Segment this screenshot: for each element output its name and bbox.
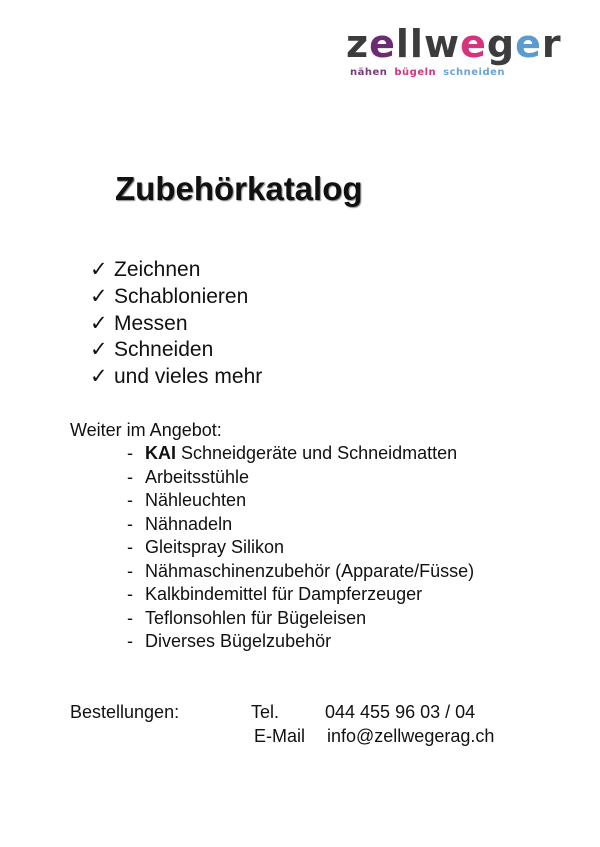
orders-label: Bestellungen:	[70, 702, 180, 722]
offer-item	[127, 608, 366, 629]
offer-item-label: Nähmaschinenzubehör (Apparate/Füsse)	[145, 560, 475, 581]
logo-letter: z	[346, 22, 370, 66]
dash: -	[127, 513, 133, 534]
tel-number: 044 455 96 03 / 04	[325, 702, 476, 722]
check-icon: ✓	[90, 365, 108, 389]
offer-item	[127, 584, 422, 605]
offer-item-label: Kalkbindemittel für Dampferzeuger	[145, 584, 423, 604]
dash: -	[127, 466, 133, 487]
checklist-item	[90, 284, 248, 310]
dash: -	[127, 607, 133, 628]
offer-heading: Weiter im Angebot:	[70, 420, 222, 440]
checklist-item	[90, 311, 188, 337]
dash: -	[127, 631, 133, 651]
checklist-label: Schneiden	[114, 338, 214, 362]
dash: -	[127, 490, 133, 510]
dash: -	[127, 443, 133, 463]
offer-item-label: Schneidgeräte und Schneidmatten	[176, 443, 458, 463]
checklist-item	[90, 337, 213, 363]
offer-item	[127, 467, 249, 488]
logo-letter: e	[460, 22, 487, 66]
logo-letter: w	[423, 22, 461, 66]
offer-item	[127, 443, 457, 464]
tel-label: Tel.	[251, 702, 280, 722]
offer-item	[127, 490, 246, 511]
checklist-label: und vieles mehr	[114, 365, 263, 389]
checklist-item	[90, 364, 262, 390]
logo-letter: g	[486, 22, 516, 66]
dash: -	[127, 537, 133, 557]
check-icon: ✓	[90, 258, 108, 281]
offer-item	[127, 631, 331, 652]
checklist-label: Zeichnen	[114, 258, 201, 281]
tagline-word: schneiden	[443, 67, 506, 78]
logo	[346, 22, 562, 66]
check-icon: ✓	[90, 338, 108, 362]
offer-item-label: Arbeitsstühle	[145, 466, 250, 487]
offer-item-brand: KAI	[145, 443, 176, 463]
check-icon: ✓	[90, 284, 108, 308]
tagline-word: nähen	[350, 67, 388, 78]
offer-item	[127, 514, 232, 535]
checklist-label: Messen	[114, 311, 188, 335]
offer-item	[127, 561, 474, 582]
dash: -	[127, 584, 133, 604]
logo-tagline	[350, 67, 512, 78]
offer-item-label: Gleitspray Silikon	[145, 537, 285, 557]
checklist-label: Schablonieren	[114, 284, 249, 308]
checklist-item	[90, 257, 200, 283]
offer-item-label: Teflonsohlen für Bügeleisen	[145, 607, 367, 628]
email-label: E-Mail	[254, 726, 306, 746]
dash: -	[127, 560, 133, 581]
email-link[interactable]: info@zellwegerag.ch	[327, 726, 495, 746]
logo-letter: e	[369, 22, 396, 66]
offer-item-label: Nähnadeln	[145, 513, 233, 534]
offer-item	[127, 537, 284, 558]
check-icon: ✓	[90, 311, 108, 335]
offer-item-label: Nähleuchten	[145, 490, 247, 510]
logo-letter: ll	[395, 22, 424, 66]
logo-letter: r	[541, 22, 562, 66]
logo-letter: e	[515, 22, 542, 66]
tagline-word: bügeln	[394, 67, 437, 78]
offer-item-label: Diverses Bügelzubehör	[145, 631, 332, 651]
page-title: Zubehörkatalog	[115, 170, 363, 207]
